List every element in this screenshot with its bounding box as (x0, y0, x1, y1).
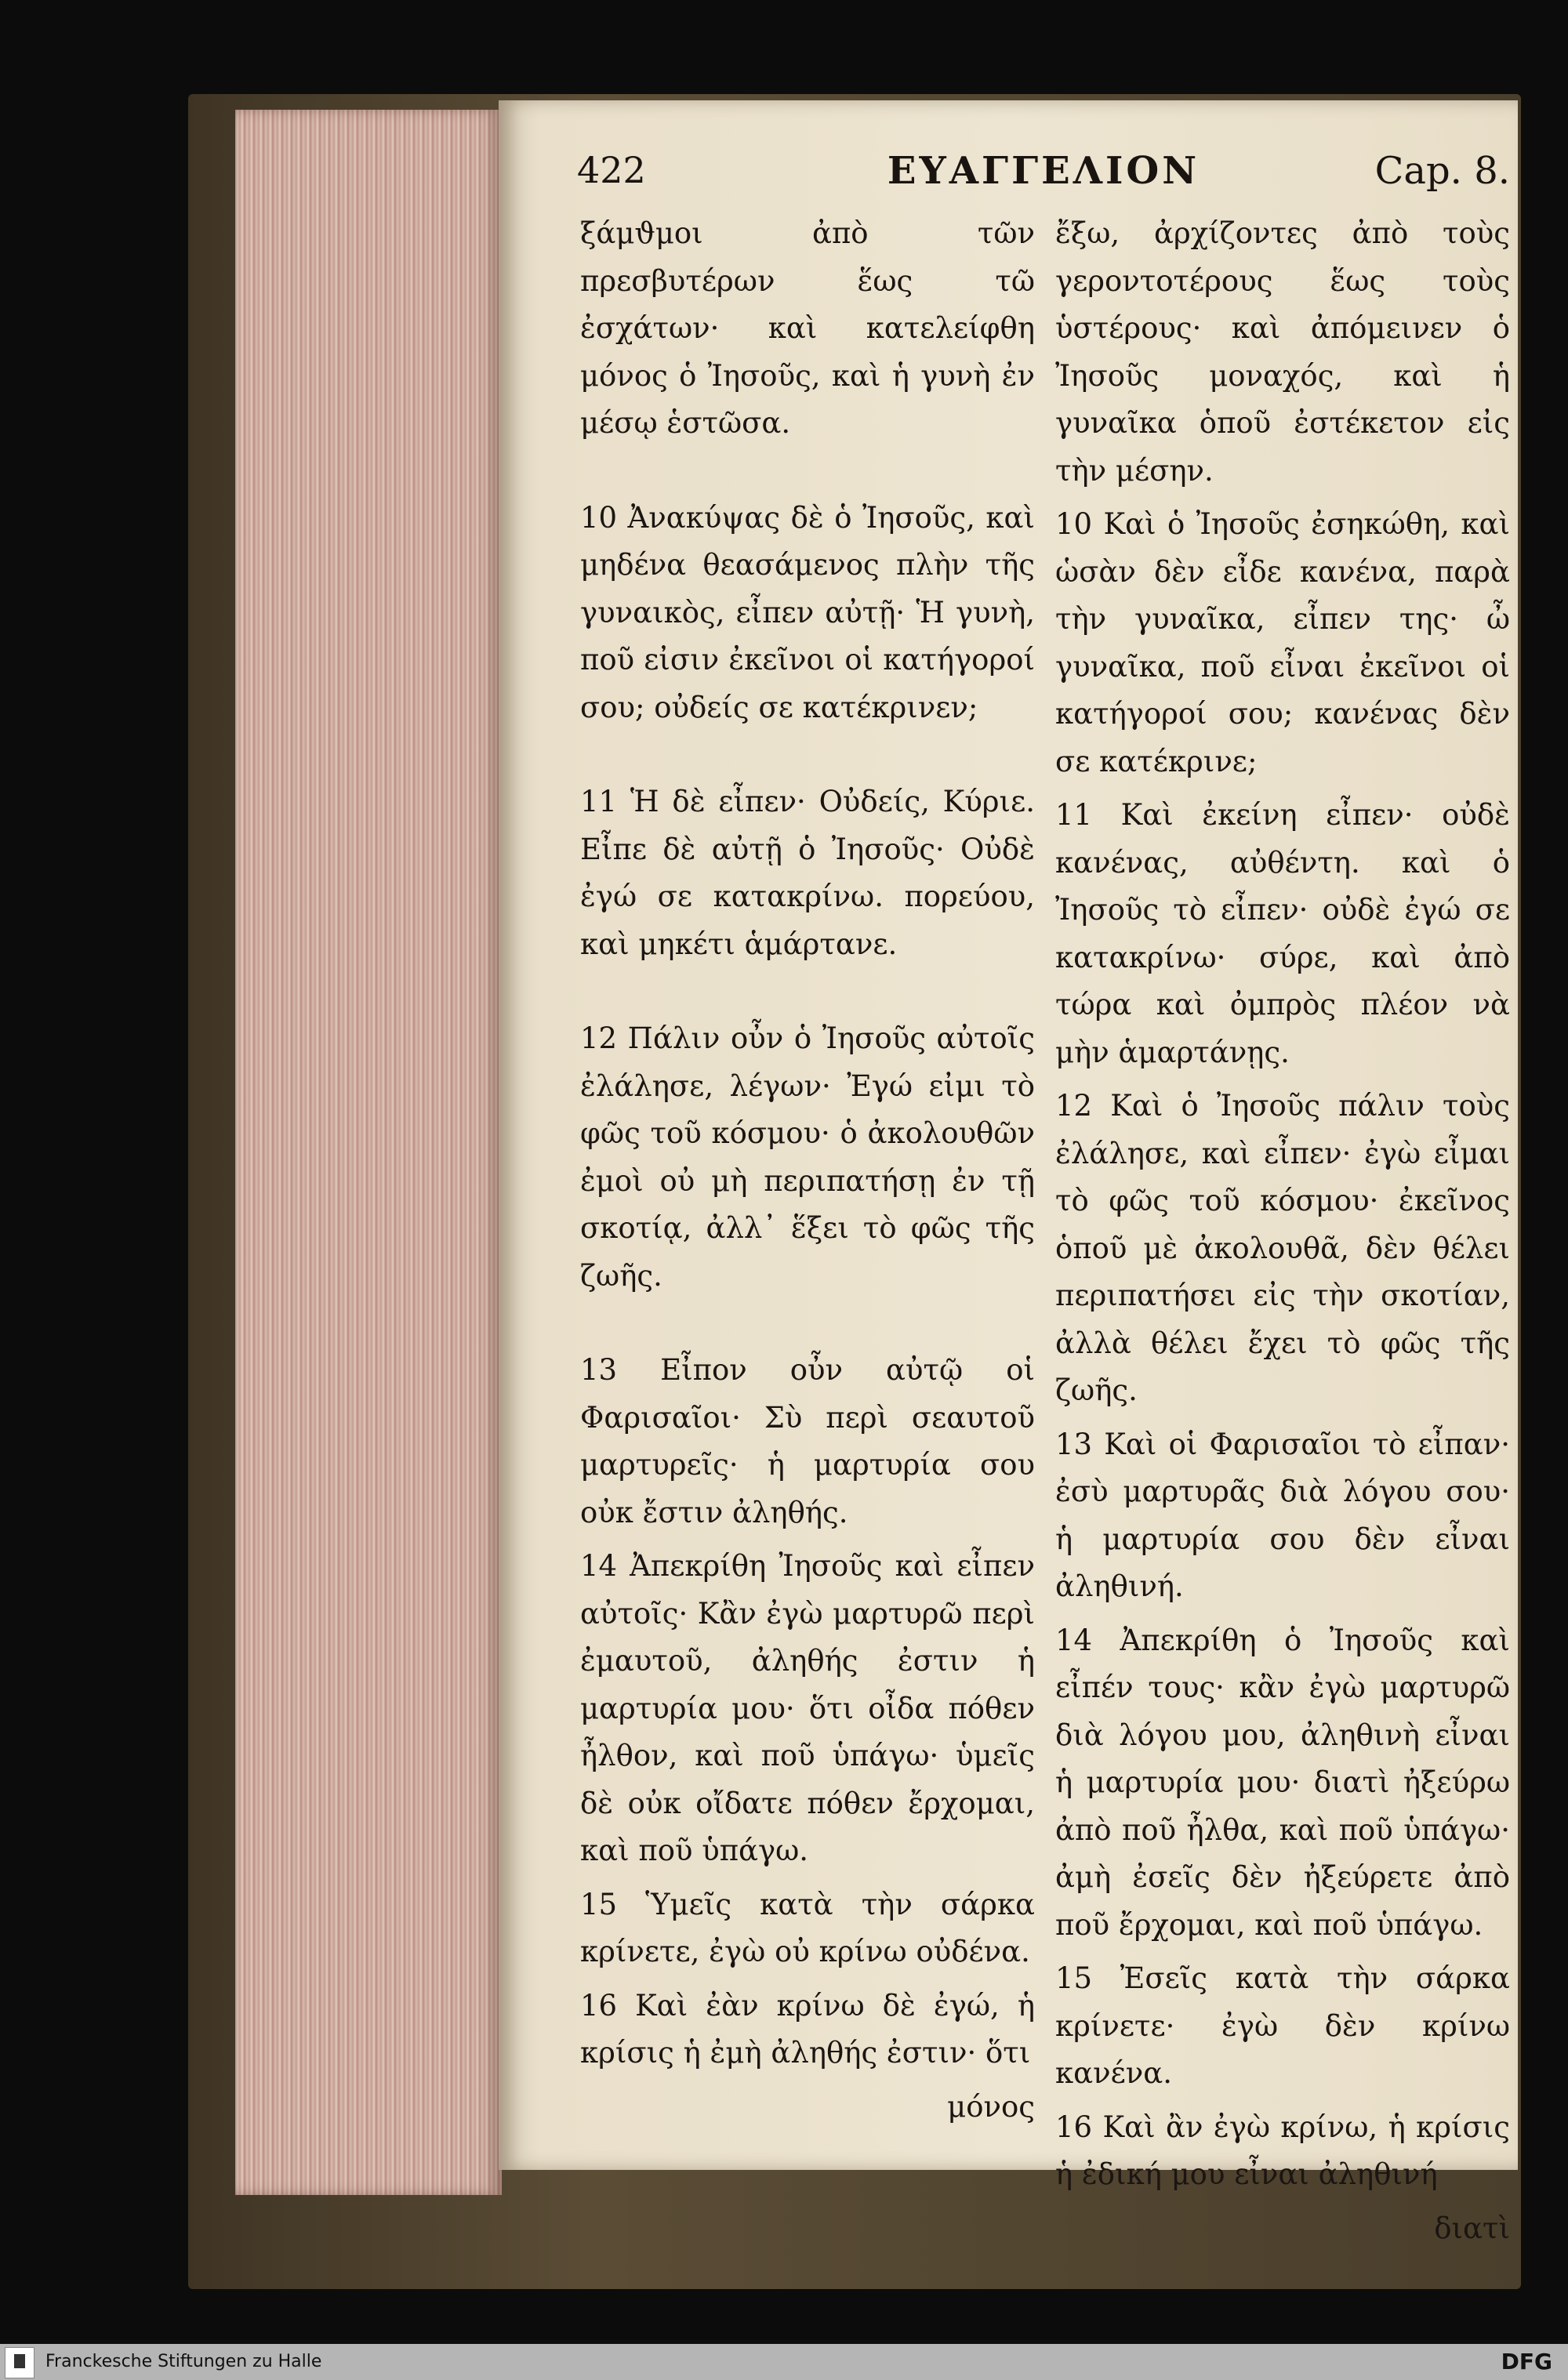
catchword: μόνος (947, 2089, 1035, 2124)
verse-block: 16 Καὶ ἂν ἐγὼ κρίνω, ἡ κρίσις ἡ ἐδική μου εἶναι ἀληθινή (1055, 2110, 1510, 2191)
verse-block: 13 Καὶ οἱ Φαρισαῖοι τὸ εἶπαν· ἐσὺ μαρτυρᾶς διὰ λόγου σου· ἡ μαρτυρία σου δὲν εἶναι ἀληθινή. (1055, 1427, 1510, 1603)
greek-text-column (580, 210, 1035, 2123)
dfg-logo: DFG (1501, 2349, 1552, 2375)
verse-block: 12 Πάλιν οὖν ὁ Ἰησοῦς αὐτοῖς ἐλάλησε, λέγων· Ἐγώ εἰμι τὸ φῶς τοῦ κόσμου· ὁ ἀκολουθῶν ἐμοὶ οὐ μὴ περιπατήσῃ ἐν τῇ σκοτίᾳ, ἀλλ᾽ ἕξει τὸ φῶς τῆς ζωῆς. (580, 1021, 1035, 1293)
verse-block: 11 Καὶ ἐκείνη εἶπεν· οὐδὲ κανένας, αὐθέντη. καὶ ὁ Ἰησοῦς τὸ εἶπεν· οὐδὲ ἐγώ σε κατακρίνω· σύρε, καὶ ἀπὸ τώρα καὶ ὀμπρὸς πλέον νὰ μὴν ἁμαρτάνῃς. (1055, 798, 1510, 1069)
verse-block: 15 Ἐσεῖς κατὰ τὴν σάρκα κρίνετε· ἐγὼ δὲν κρίνω κανένα. (1055, 1961, 1510, 2090)
page-number: 422 (577, 149, 646, 191)
page-header (577, 149, 1510, 204)
running-title: ΕΥΑΓΓΕΛΙΟΝ (887, 149, 1200, 193)
page-edges (235, 110, 502, 2195)
verse-block: 14 Ἀπεκρίθη ὁ Ἰησοῦς καὶ εἶπέν τους· κἂν ἐγὼ μαρτυρῶ διὰ λόγου μου, ἀληθινὴ εἶναι ἡ μαρτυρία μου· διατὶ ἠξεύρω ἀπὸ ποῦ ἦλθα, καὶ ποῦ ὑπάγω· ἀμὴ ἐσεῖς δὲν ἠξεύρετε ἀπὸ ποῦ ἔρχομαι, καὶ ποῦ ὑπάγω. (1055, 1623, 1510, 1942)
institution-name: Franckesche Stiftungen zu Halle (45, 2352, 322, 2371)
vernacular-text-column (1055, 210, 1510, 2245)
institution-logo-icon (5, 2347, 34, 2378)
verse-block: ἔξω, ἀρχίζοντες ἀπὸ τοὺς γεροντοτέρους ἕως τοὺς ὑστέρους· καὶ ἀπόμεινεν ὁ Ἰησοῦς μοναχός, καὶ ἡ γυναῖκα ὁποῦ ἐστέκετον εἰς τὴν μέσην. (1055, 216, 1510, 488)
verse-block: ξάμϑμοι ἀπὸ τῶν πρεσβυτέρων ἕως τῶ ἐσχάτων· καὶ κατελείφθη μόνος ὁ Ἰησοῦς, καὶ ἡ γυνὴ ἐν μέσῳ ἑστῶσα. (580, 216, 1035, 440)
verse-block: 16 Καὶ ἐὰν κρίνω δὲ ἐγώ, ἡ κρίσις ἡ ἐμὴ ἀληθής ἐστιν· ὅτι (580, 1988, 1035, 2070)
catchword: διατὶ (1434, 2211, 1510, 2245)
chapter-label: Cap. 8. (1374, 149, 1510, 193)
verse-block: 13 Εἶπον οὖν αὐτῷ οἱ Φαρισαῖοι· Σὺ περὶ σεαυτοῦ μαρτυρεῖς· ἡ μαρτυρία σου οὐκ ἔστιν ἀληθής. (580, 1353, 1035, 1529)
verse-block: 15 Ὑμεῖς κατὰ τὴν σάρκα κρίνετε, ἐγὼ οὐ κρίνω οὐδένα. (580, 1887, 1035, 1968)
verse-block: 10 Ἀνακύψας δὲ ὁ Ἰησοῦς, καὶ μηδένα θεασάμενος πλὴν τῆς γυναικὸς, εἶπεν αὐτῇ· Ἡ γυνὴ, ποῦ εἰσιν ἐκεῖνοι οἱ κατήγοροί σου; οὐδείς σε κατέκρινεν; (580, 500, 1035, 724)
verse-block: 10 Καὶ ὁ Ἰησοῦς ἐσηκώθη, καὶ ὡσὰν δὲν εἶδε κανένα, παρὰ τὴν γυναῖκα, εἶπεν της· ὦ γυναῖκα, ποῦ εἶναι ἐκεῖνοι οἱ κατήγοροί σου; κανένας δὲν σε κατέκρινε; (1055, 507, 1510, 778)
viewer-footer-bar (0, 2344, 1568, 2380)
verse-block: 14 Ἀπεκρίθη Ἰησοῦς καὶ εἶπεν αὐτοῖς· Κἂν ἐγὼ μαρτυρῶ περὶ ἐμαυτοῦ, ἀληθής ἐστιν ἡ μαρτυρία μου· ὅτι οἶδα πόθεν ἦλθον, καὶ ποῦ ὑπάγω· ὑμεῖς δὲ οὐκ οἴδατε πόθεν ἔρχομαι, καὶ ποῦ ὑπάγω. (580, 1549, 1035, 1867)
verse-block: 11 Ἡ δὲ εἶπεν· Οὐδείς, Κύριε. Εἶπε δὲ αὐτῇ ὁ Ἰησοῦς· Οὐδὲ ἐγώ σε κατακρίνω. πορεύου, καὶ μηκέτι ἁμάρτανε. (580, 785, 1035, 961)
verse-block: 12 Καὶ ὁ Ἰησοῦς πάλιν τοὺς ἐλάλησε, καὶ εἶπεν· ἐγὼ εἶμαι τὸ φῶς τοῦ κόσμου· ἐκεῖνος ὁποῦ μὲ ἀκολουθᾶ, δὲν θέλει περιπατήσει εἰς τὴν σκοτίαν, ἀλλὰ θέλει ἔχει τὸ φῶς τῆς ζωῆς. (1055, 1089, 1510, 1407)
